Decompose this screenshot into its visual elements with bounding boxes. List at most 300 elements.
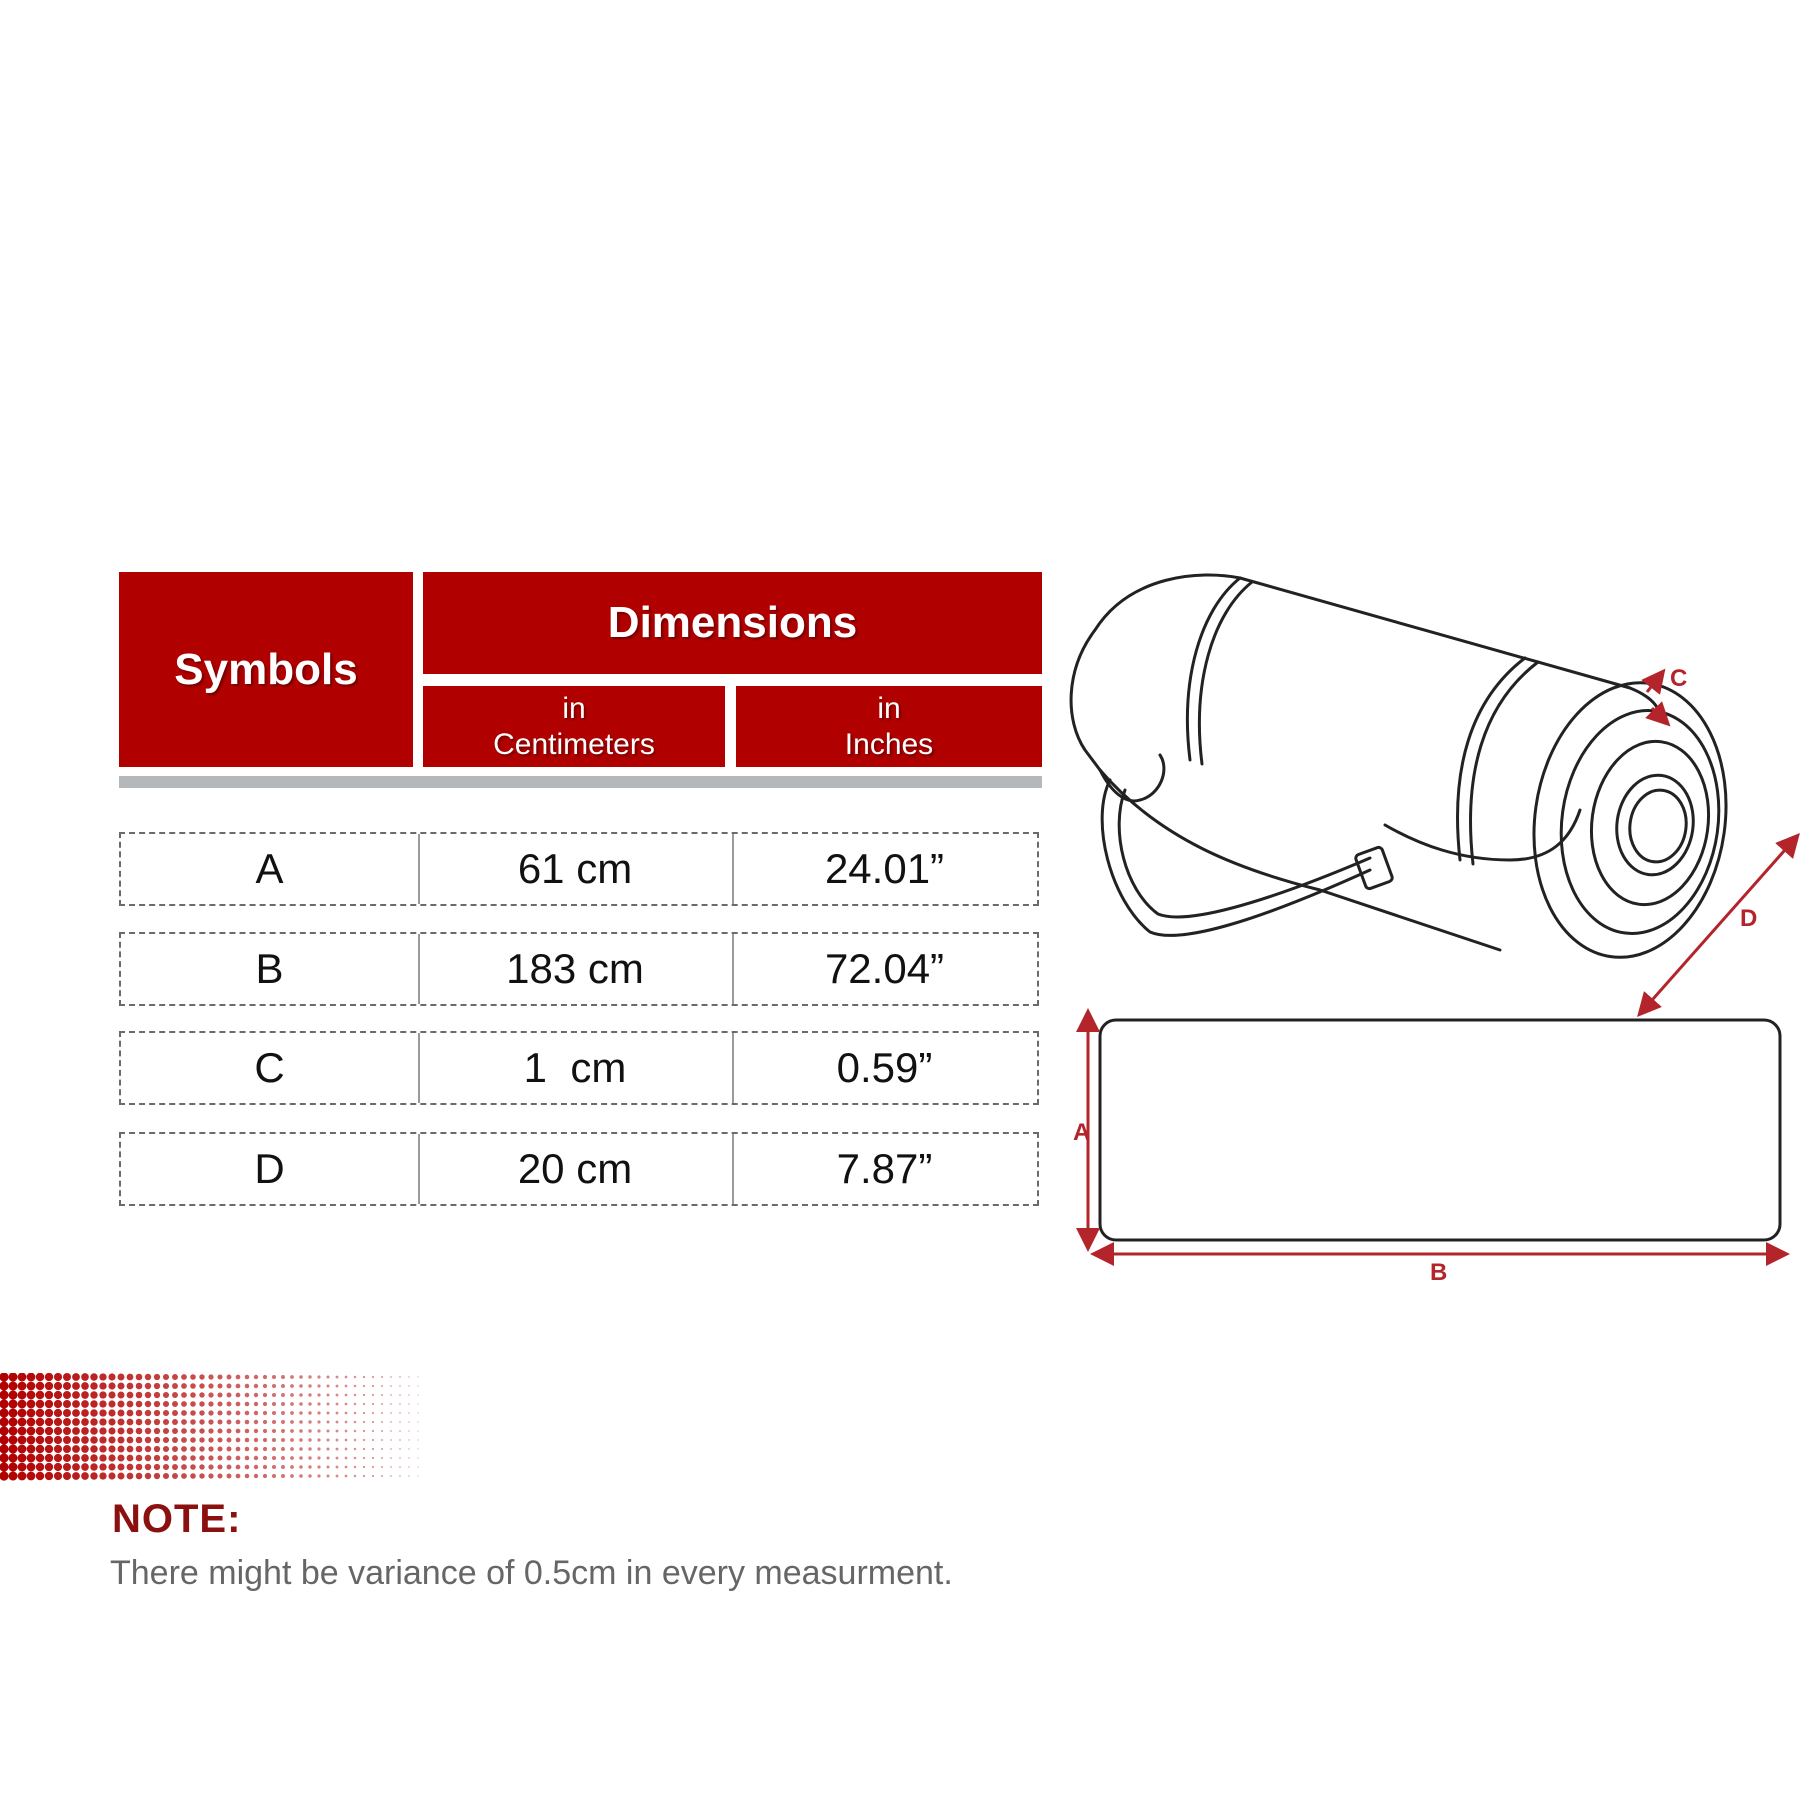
halftone-dot [308,1447,311,1450]
halftone-dot [72,1400,80,1408]
inches-cell: 0.59” [836,1044,933,1091]
halftone-dot [36,1472,45,1481]
halftone-dot [36,1391,45,1400]
halftone-dot [272,1465,276,1469]
halftone-dot [72,1409,80,1417]
halftone-dot [408,1466,409,1467]
halftone-dot [27,1463,36,1472]
halftone-dot [118,1446,125,1453]
halftone-dot [163,1383,169,1389]
halftone-dot [190,1437,196,1443]
halftone-dot [336,1448,339,1451]
halftone-dot [72,1436,80,1444]
halftone-dot [0,1462,9,1471]
halftone-dot [281,1411,285,1415]
halftone-dot [8,1426,17,1435]
halftone-dot [63,1382,71,1390]
halftone-dot [27,1418,36,1427]
halftone-dot [136,1446,143,1453]
halftone-dot [326,1474,329,1477]
halftone-dot [63,1409,71,1417]
halftone-dot [272,1375,276,1379]
halftone-dot [199,1428,204,1433]
halftone-dot [54,1373,62,1381]
halftone-dot [281,1402,285,1406]
halftone-dot [372,1394,374,1396]
halftone-dot [217,1473,222,1478]
halftone-dot [336,1421,339,1424]
halftone-dot [399,1421,401,1423]
halftone-dot [54,1454,62,1462]
halftone-dot [172,1428,178,1434]
halftone-dot [145,1401,151,1407]
halftone-dot [227,1429,232,1434]
halftone-dot [190,1401,196,1407]
halftone-dot [8,1373,17,1382]
halftone-dot [181,1410,187,1416]
halftone-dot [263,1447,267,1451]
yoga-mat-diagram [1040,560,1800,1300]
halftone-dot [272,1447,276,1451]
halftone-dot [299,1384,303,1388]
halftone-dot [90,1400,97,1407]
halftone-dot [363,1430,365,1432]
halftone-dot [354,1466,357,1469]
halftone-dot [417,1466,418,1467]
halftone-dot [254,1393,258,1397]
halftone-dot [399,1475,401,1477]
halftone-dot [172,1455,178,1461]
halftone-dot [208,1374,213,1379]
halftone-dot [163,1419,169,1425]
halftone-dot [390,1412,392,1414]
halftone-dot [399,1448,401,1450]
halftone-dot [281,1420,285,1424]
halftone-dot [190,1419,196,1425]
halftone-dot [299,1438,303,1442]
halftone-dot [217,1410,222,1415]
halftone-dot [399,1412,401,1414]
halftone-dot [281,1429,285,1433]
halftone-dot [217,1446,222,1451]
halftone-dot [72,1418,80,1426]
halftone-dot [372,1421,374,1423]
halftone-dot [326,1411,329,1414]
halftone-dot [45,1472,53,1480]
halftone-dot [326,1438,329,1441]
halftone-dot [8,1462,17,1471]
halftone-dot [308,1384,311,1387]
halftone-dot [227,1474,232,1479]
halftone-dot [263,1375,267,1379]
halftone-dot [0,1453,9,1462]
halftone-dot [372,1403,374,1405]
halftone-dot [299,1474,303,1478]
halftone-dot [108,1418,115,1425]
halftone-dot [145,1473,151,1479]
halftone-dot [299,1465,303,1469]
halftone-dot [99,1427,106,1434]
halftone-dot [390,1457,392,1459]
halftone-dot [45,1454,53,1462]
halftone-dot [181,1446,187,1452]
halftone-dot [0,1399,9,1408]
halftone-dot [372,1457,374,1459]
halftone-dot [199,1455,204,1460]
halftone-dot [245,1420,250,1425]
halftone-dot [254,1375,258,1379]
halftone-dot [308,1474,311,1477]
halftone-dot [63,1472,71,1480]
halftone-dot [317,1384,320,1387]
halftone-dot [190,1473,196,1479]
halftone-dot [408,1421,409,1422]
halftone-dot [136,1428,143,1435]
halftone-dot [181,1401,187,1407]
halftone-dot [72,1427,80,1435]
halftone-dot [0,1408,9,1417]
halftone-dot [326,1429,329,1432]
halftone-dot [172,1437,178,1443]
halftone-dot [18,1382,27,1391]
halftone-dot [399,1403,401,1405]
halftone-dot [27,1427,36,1436]
halftone-dot [163,1455,169,1461]
halftone-dot [354,1457,357,1460]
halftone-dot [145,1419,151,1425]
halftone-dot [317,1438,320,1441]
halftone-dot [399,1376,401,1378]
halftone-dot [90,1382,97,1389]
halftone-dot [345,1448,348,1451]
halftone-dot [54,1427,62,1435]
halftone-dot [145,1392,151,1398]
halftone-dot [326,1384,329,1387]
halftone-dot [299,1393,303,1397]
halftone-dot [99,1472,106,1479]
halftone-dot [8,1408,17,1417]
halftone-dot [108,1472,115,1479]
halftone-dot [118,1455,125,1462]
inches-cell: 72.04” [824,945,945,992]
halftone-dot [181,1392,187,1398]
halftone-dot [108,1454,115,1461]
halftone-dot [363,1439,365,1441]
halftone-dot [136,1410,143,1417]
halftone-dot [208,1383,213,1388]
halftone-dot [417,1421,418,1422]
halftone-dot [417,1439,418,1440]
halftone-dot [190,1446,196,1452]
halftone-dot [354,1475,357,1478]
halftone-dot [81,1373,89,1381]
halftone-dot [417,1412,418,1413]
header-symbols: Symbols [119,572,413,767]
halftone-dot [345,1412,348,1415]
halftone-dot [63,1463,71,1471]
halftone-dot [54,1445,62,1453]
halftone-dot [245,1429,250,1434]
halftone-dot [390,1439,392,1441]
halftone-dot [381,1439,383,1441]
halftone-dot [18,1472,27,1481]
halftone-dot [254,1474,258,1478]
halftone-dot [381,1466,383,1468]
halftone-dot [54,1409,62,1417]
halftone-dot [281,1456,285,1460]
halftone-dot [272,1456,276,1460]
halftone-dot [399,1430,401,1432]
halftone-dot [90,1427,97,1434]
halftone-dot [217,1464,222,1469]
inches-cell: 24.01” [824,845,945,892]
halftone-dot [199,1419,204,1424]
halftone-dot [154,1410,160,1416]
halftone-dot [99,1373,106,1380]
halftone-dot [245,1411,250,1416]
halftone-dot [45,1409,53,1417]
halftone-dot [99,1463,106,1470]
halftone-dot [54,1436,62,1444]
halftone-dot [372,1376,374,1378]
label-c: C [1670,665,1688,692]
halftone-dot [417,1448,418,1449]
halftone-dot [145,1383,151,1389]
halftone-dot [336,1403,339,1406]
halftone-dot [145,1374,151,1380]
halftone-dot [408,1448,409,1449]
halftone-dot [354,1412,357,1415]
halftone-dot [381,1403,383,1405]
halftone-dot [154,1383,160,1389]
rolled-mat-drawing [1071,575,1743,970]
halftone-dot [217,1374,222,1379]
halftone-dot [118,1410,125,1417]
halftone-dot [336,1466,339,1469]
halftone-dot [390,1385,392,1387]
halftone-dot [90,1373,97,1380]
symbol-cell: B [121,934,420,1004]
halftone-dot [81,1382,89,1390]
halftone-dot [345,1385,348,1388]
halftone-dot [399,1385,401,1387]
halftone-dot [190,1464,196,1470]
halftone-dot [245,1474,250,1479]
halftone-dot [63,1436,71,1444]
halftone-dot [63,1427,71,1435]
halftone-dot [172,1383,178,1389]
halftone-dot [390,1466,392,1468]
halftone-dot [190,1374,196,1380]
halftone-dot [227,1438,232,1443]
halftone-dot [336,1385,339,1388]
halftone-dot [245,1393,250,1398]
halftone-dot [336,1376,339,1379]
halftone-dot [208,1428,213,1433]
halftone-dot [127,1392,134,1399]
halftone-dot [27,1436,36,1445]
halftone-dot [108,1445,115,1452]
halftone-dot [36,1418,45,1427]
halftone-dot [8,1471,17,1480]
halftone-dot [372,1448,374,1450]
halftone-dot [272,1438,276,1442]
halftone-dot [90,1472,97,1479]
halftone-dot [72,1445,80,1453]
halftone-dot [326,1456,329,1459]
halftone-dot [172,1419,178,1425]
halftone-dot [290,1384,294,1388]
halftone-dot [172,1446,178,1452]
halftone-dot [308,1411,311,1414]
halftone-dot [217,1401,222,1406]
halftone-dot [118,1401,125,1408]
halftone-dot [163,1374,169,1380]
halftone-dot [199,1374,204,1379]
halftone-dot [236,1447,241,1452]
halftone-dot [108,1436,115,1443]
symbol-cell: D [121,1134,420,1204]
halftone-dot [54,1400,62,1408]
halftone-dot [281,1384,285,1388]
halftone-dot [236,1393,241,1398]
halftone-dot [208,1464,213,1469]
halftone-dot [336,1412,339,1415]
halftone-dot [345,1421,348,1424]
halftone-dot [163,1392,169,1398]
halftone-dot [136,1437,143,1444]
halftone-dot [18,1454,27,1463]
halftone-dot [18,1418,27,1427]
halftone-dot [8,1390,17,1399]
halftone-dot [363,1403,365,1405]
halftone-dot [163,1428,169,1434]
halftone-dot [127,1410,134,1417]
halftone-dot [18,1427,27,1436]
halftone-dot [245,1456,250,1461]
halftone-dot [326,1393,329,1396]
halftone-dot [136,1455,143,1462]
halftone-dot [45,1400,53,1408]
halftone-dot [227,1456,232,1461]
halftone-dot [408,1412,409,1413]
halftone-dot [254,1402,258,1406]
halftone-dot [272,1429,276,1433]
halftone-dot [108,1400,115,1407]
halftone-dot [363,1457,365,1459]
halftone-dot [127,1401,134,1408]
header-dimensions: Dimensions [423,572,1042,674]
table-row [119,932,1039,1006]
halftone-dot [208,1446,213,1451]
halftone-dot [90,1391,97,1398]
halftone-dot [172,1464,178,1470]
note-label: NOTE: [112,1497,242,1541]
halftone-dot [263,1465,267,1469]
halftone-dot [45,1463,53,1471]
halftone-dot [181,1455,187,1461]
halftone-dot [372,1430,374,1432]
halftone-dot [163,1473,169,1479]
halftone-dot [317,1447,320,1450]
halftone-dot [172,1401,178,1407]
symbol-cell: A [121,834,420,904]
halftone-dot [81,1463,89,1471]
halftone-dot [27,1391,36,1400]
halftone-dot [36,1382,45,1391]
halftone-dot [263,1393,267,1397]
halftone-dot [408,1475,409,1476]
halftone-dot [54,1382,62,1390]
halftone-dot [417,1403,418,1404]
halftone-dot [308,1393,311,1396]
header-inches-line2: Inches [844,727,934,761]
halftone-dot [18,1445,27,1454]
halftone-dot [154,1437,160,1443]
halftone-dot [190,1410,196,1416]
halftone-dot [45,1382,53,1390]
halftone-dot [63,1373,71,1381]
halftone-dot [54,1463,62,1471]
halftone-dot [254,1447,258,1451]
halftone-dot [208,1419,213,1424]
halftone-dot [154,1374,160,1380]
halftone-dot [136,1464,143,1471]
halftone-dot [163,1401,169,1407]
halftone-dot [8,1399,17,1408]
halftone-dot [227,1447,232,1452]
halftone-dot [99,1409,106,1416]
halftone-dot [36,1409,45,1418]
header-centimeters-line1: in [562,691,586,725]
halftone-dot [217,1428,222,1433]
centimeters-cell: 183 cm [418,934,734,1004]
halftone-dot [45,1391,53,1399]
halftone-dot [408,1403,409,1404]
halftone-dot [308,1402,311,1405]
halftone-dot [317,1402,320,1405]
halftone-dot [326,1402,329,1405]
halftone-dot [81,1472,89,1480]
halftone-dot [336,1430,339,1433]
halftone-dot [299,1429,303,1433]
table-row [119,1031,1039,1105]
halftone-dot [127,1374,134,1381]
halftone-dot [245,1402,250,1407]
halftone-dot [45,1373,53,1381]
halftone-dot [54,1391,62,1399]
halftone-dot [127,1473,134,1480]
halftone-dot [417,1457,418,1458]
halftone-dot [163,1446,169,1452]
halftone-dot [154,1446,160,1452]
halftone-dot [208,1455,213,1460]
halftone-dot [417,1475,418,1476]
halftone-dot [36,1436,45,1445]
halftone-dot [290,1411,294,1415]
halftone-dot [54,1472,62,1480]
halftone-dot [181,1374,187,1380]
halftone-dot [27,1472,36,1481]
halftone-dot [72,1454,80,1462]
halftone-dot [36,1427,45,1436]
table-row [119,832,1039,906]
halftone-dot [27,1382,36,1391]
halftone-dot [27,1373,36,1381]
halftone-dot [217,1383,222,1388]
halftone-dot [154,1392,160,1398]
halftone-dot [390,1394,392,1396]
